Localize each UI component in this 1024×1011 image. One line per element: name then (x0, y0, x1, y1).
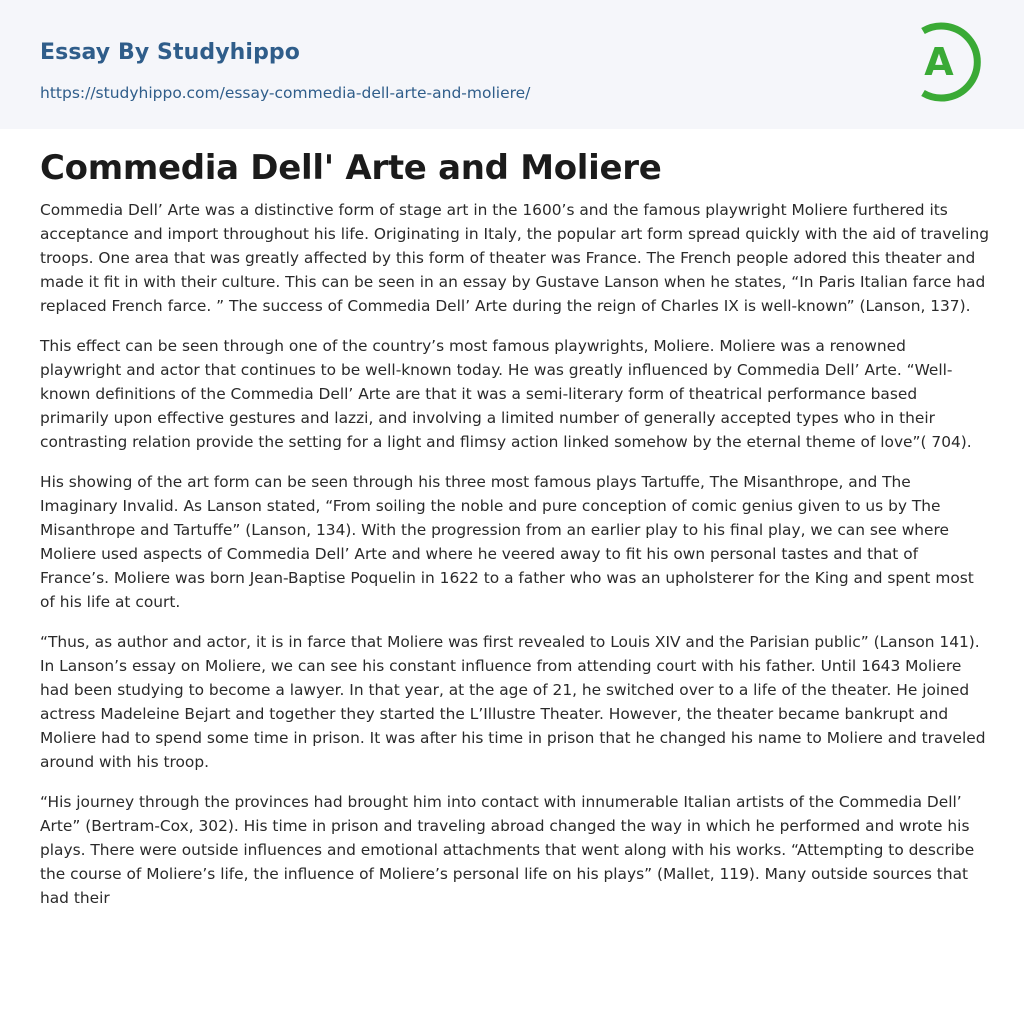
essay-paragraph-3: His showing of the art form can be seen through his three most famous plays Tartuffe, The Misanthrope, and The Imaginary Invalid. As Lanson stated, “From soiling the noble and pure conception of comic genius given to us by The Misanthrope and Tartuffe” (Lanson, 134). With the progression from an earlier play to his final play, we can see where Moliere used aspects of Commedia Dell’ Arte and where he veered away to fit his own personal tastes and that of France’s. Moliere was born Jean-Baptise Poquelin in 1622 to a father who was an upholsterer for the King and spent most of his life at court. (40, 473, 974, 611)
essay-url-link[interactable]: https://studyhippo.com/essay-commedia-dell-arte-and-moliere/ (40, 84, 531, 102)
essay-paragraph-1: Commedia Dell’ Arte was a distinctive form of stage art in the 1600’s and the famous playwright Moliere furthered its acceptance and import throughout his life. Originating in Italy, the popular art form spread quickly with the aid of traveling troops. One area that was greatly affected by this form of theater was France. The French people adored this theater and made it fit in with their culture. This can be seen in an essay by Gustave Lanson when he states, “In Paris Italian farce had replaced French farce. ” The success of Commedia Dell’ Arte during the reign of Charles IX is well-known” (Lanson, 137). (40, 201, 989, 315)
logo-letter: A (924, 40, 954, 84)
essay-paragraph-4: “Thus, as author and actor, it is in farce that Moliere was first revealed to Louis XIV and the Parisian public” (Lanson 141). In Lanson’s essay on Moliere, we can see his constant influence from attending court with his father. Until 1643 Moliere had been studying to become a lawyer. In that year, at the age of 21, he switched over to a life of the theater. He joined actress Madeleine Bejart and together they started the L’Illustre Theater. However, the theater became bankrupt and Moliere had to spend some time in prison. It was after his time in prison that he changed his name to Moliere and traveled around with his troop. (40, 633, 986, 771)
site-header (0, 0, 1024, 129)
essay-title: Commedia Dell' Arte and Moliere (40, 148, 662, 188)
essay-content (40, 146, 990, 926)
site-brand[interactable]: Essay By Studyhippo (40, 40, 300, 65)
essay-paragraph-5: “His journey through the provinces had brought him into contact with innumerable Italian artists of the Commedia Dell’ Arte” (Bertram-Cox, 302). His time in prison and traveling abroad changed the way in which he performed and wrote his plays. There were outside influences and emotional attachments that went along with his works. “Attempting to describe the course of Moliere’s life, the influence of Moliere’s personal life on his plays” (Mallet, 119). Many outside sources that had their (40, 793, 975, 907)
studyhippo-logo-icon[interactable] (913, 19, 985, 105)
essay-paragraph-2: This effect can be seen through one of the country’s most famous playwrights, Moliere. Moliere was a renowned playwright and actor that continues to be well-known today. He was greatly influenced by Commedia Dell’ Arte. “Well-known definitions of the Commedia Dell’ Arte are that it was a semi-literary form of theatrical performance based primarily upon effective gestures and lazzi, and involving a limited number of generally accepted types who in their contrasting relation provide the setting for a light and flimsy action linked somehow by the eternal theme of love”( 704). (40, 337, 972, 451)
